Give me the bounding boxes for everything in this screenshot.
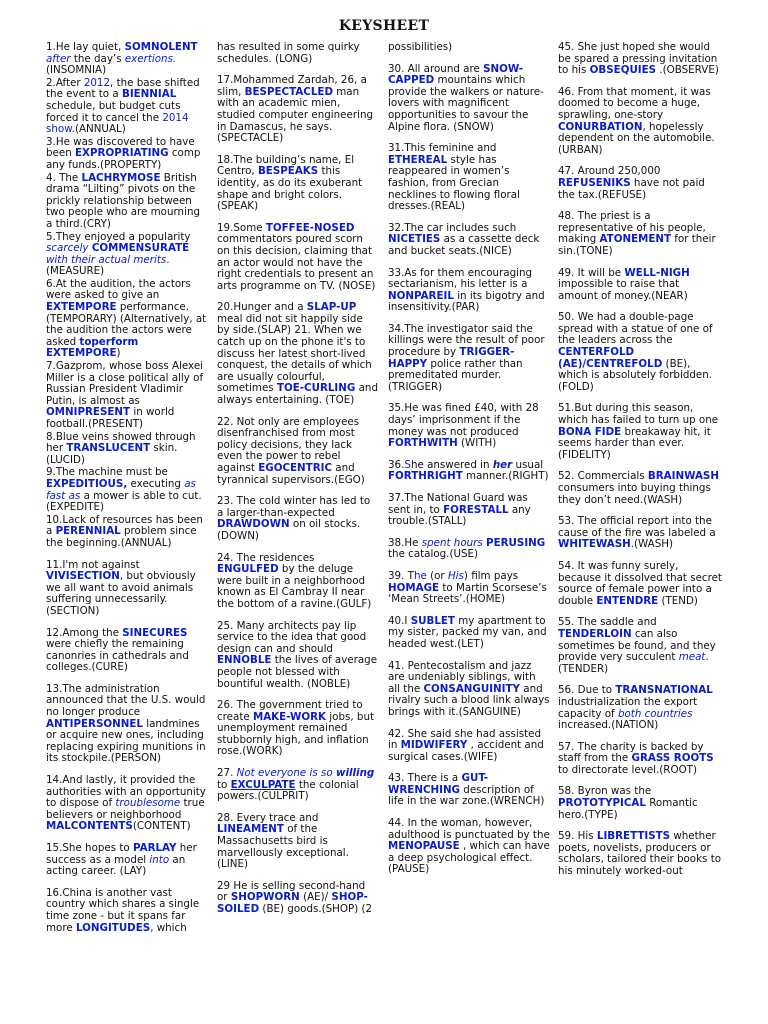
answer-keyword: BESPEAKS [257, 165, 319, 178]
keysheet-entry [558, 742, 722, 777]
entry-text: , which [150, 921, 187, 934]
entry-text: 48. The priest is a representative of his people, making [558, 210, 706, 246]
answer-keyword: SHOP-SOILED [217, 891, 368, 915]
keysheet-entry [217, 553, 378, 611]
answer-keyword: ENNOBLE [217, 654, 272, 667]
keysheet-entry [46, 232, 207, 278]
keysheet-entry [558, 268, 722, 303]
entry-text: 2.After [46, 76, 84, 89]
entry-text: 19.Some [217, 221, 266, 234]
entry-text: to [217, 778, 231, 791]
answer-keyword: CONSANGUINITY [423, 682, 520, 695]
keysheet-entry [217, 75, 378, 145]
entry-text: a mower is able to cut.(EXPEDITE) [46, 489, 202, 514]
entry-text: schedule, but budget cuts forced it to cancel the [46, 99, 181, 124]
keysheet-entry [558, 516, 722, 551]
entry-text: 49. It will be [558, 266, 625, 279]
entry-text: increased.(NATION) [558, 719, 659, 732]
emphasis-text: both countries [617, 707, 693, 720]
entry-text: British drama “Lilting” pivots on the prickly relationship between two people who are mourning a third.(CRY) [46, 171, 201, 230]
keysheet-entry [558, 471, 722, 506]
answer-keyword: EXPROPRIATING [75, 147, 169, 160]
entry-text: 38.He [388, 536, 422, 549]
keysheet-entry [388, 42, 550, 54]
keysheet-entry [46, 888, 207, 934]
answer-keyword: EXPEDITIOUS, [46, 477, 128, 490]
answer-keyword: TOFFEE-NOSED [265, 221, 355, 234]
answer-keyword: WELL-NIGH [624, 266, 690, 279]
keysheet-entry [46, 628, 207, 674]
answer-keyword: TRIGGER-HAPPY [388, 346, 515, 370]
entry-text: 20.Hunger and a [217, 301, 307, 314]
entry-text: 3.He was discovered to have been [46, 135, 195, 160]
entry-text: .(MEASURE) [46, 253, 170, 278]
answer-keyword: PERENNIAL [55, 525, 121, 538]
keysheet-entry [217, 302, 378, 406]
entry-text: true believers or neighborhood [46, 797, 205, 821]
entry-text: and tyrannical supervisors.(EGO) [217, 462, 365, 486]
emphasis-text: with their actual merits [46, 253, 167, 266]
entry-text: 5.They enjoyed a popularity [46, 230, 191, 243]
answer-keyword: TENDERLOIN [558, 627, 632, 640]
entry-text: landmines or acquire new ones, including replacing expiring munitions in its stockpile.(PERSON) [46, 717, 206, 765]
entry-text: 1.He lay quiet, [46, 41, 125, 53]
entry-text: police rather than premeditated murder.(TRIGGER) [388, 357, 523, 393]
highlight-text: 2012 [83, 76, 111, 89]
entry-text: 36. [388, 458, 405, 471]
answer-keyword: TRANSLUCENT [66, 442, 151, 455]
keysheet-entry [558, 312, 722, 393]
answer-keyword: PROTOTYPICAL [558, 797, 646, 810]
keysheet-entry [388, 661, 550, 719]
entry-text: manner.(RIGHT) [462, 470, 549, 483]
keysheet-entry [46, 279, 207, 360]
entry-text: by the deluge were built in a neighborhood known as El Cambray II near the bottom of a ravine.(GULF) [217, 563, 372, 610]
entry-text: and rivalry such a blood link always brings with it.(SANGUINE) [388, 682, 550, 718]
entry-text: 10.Lack of resources has been a [46, 513, 203, 538]
emphasis-text: spent hours [421, 536, 483, 549]
entry-text: 37.The National Guard was sent in, to [388, 492, 528, 516]
entry-text: 13.The administration announced that the U.S. would no longer produce [46, 682, 206, 719]
entry-text: commentators poured scorn on this decision, claiming that an actor would not have the right credentials to present an arts programme on TV. (NOSE) [217, 233, 376, 292]
answer-keyword: TRANSNATIONAL [615, 684, 713, 697]
entry-text: 25. Many architects pay lip service to the idea that good design can and should [217, 619, 367, 655]
answer-keyword: ANTIPERSONNEL [46, 717, 143, 730]
entry-text: 27. [217, 767, 237, 780]
entry-text: in world football.(PRESENT) [46, 406, 175, 430]
keysheet-entry [217, 813, 378, 871]
entry-text: 45. She just hoped she would be spared a pressing invitation to his [558, 41, 718, 77]
answer-keyword: CENTERFOLD (AE)/CENTREFOLD [558, 346, 663, 370]
entry-text: her success as a model [46, 842, 197, 866]
entry-text: 16.China is another vast country which shares a single time zone - but it spans far more [46, 886, 200, 934]
entry-text: 6.At the audition, the actors were asked to give an [46, 277, 191, 302]
emphasis-text: meat [678, 651, 706, 664]
entry-text: (INSOMNIA) [46, 64, 107, 77]
entry-text: the colonial powers.(CULPRIT) [217, 778, 359, 803]
entry-text: of the Massachusetts bird is marvellously exceptional.(LINE) [217, 823, 349, 871]
entry-text: comp any funds.(PROPERTY) [46, 147, 201, 171]
column-1 [46, 42, 207, 944]
entry-text: impossible to raise that amount of money.(NEAR) [558, 278, 688, 302]
entry-text: an acting career. (LAY) [46, 853, 186, 878]
answer-keyword: NONPAREIL [388, 289, 454, 302]
entry-text: (TEND) [658, 594, 698, 607]
keysheet-entry [558, 831, 722, 877]
answer-keyword: MAKE-WORK [252, 710, 327, 723]
keysheet-entry [388, 268, 550, 314]
entry-text: 18.The building’s name, El Centro, [217, 153, 355, 178]
entry-text: .(OBSERVE) [656, 64, 719, 77]
entry-text: 52. Commercials [558, 470, 648, 483]
answer-keyword: CONURBATION [558, 120, 643, 133]
entry-text: (BE), which is absolutely forbidden.(FOLD) [558, 357, 713, 393]
answer-keyword: toperform EXTEMPORE [46, 335, 139, 360]
keysheet-entry [388, 729, 550, 764]
answer-keyword: DRAWDOWN [217, 518, 290, 531]
entry-text: my apartment to my sister, packed my van, and headed west.(LET) [388, 614, 547, 650]
entry-text: style has reappeared in women’s fashion, from Grecian necklines to flowing floral dresses.(REAL) [388, 153, 520, 213]
answer-keyword: BRAINWASH [647, 470, 719, 483]
entry-text: usual [512, 458, 544, 471]
keysheet-entry [46, 775, 207, 833]
keysheet-entry [217, 881, 378, 916]
answer-keyword: EGOCENTRIC [258, 462, 333, 474]
keysheet-entry [217, 417, 378, 487]
entry-text: 31.This feminine and [388, 142, 497, 155]
entry-text: , the base shifted the event to a [46, 76, 200, 101]
entry-text: to directorate level.(ROOT) [558, 763, 697, 776]
entry-text: 58. Byron was the [558, 785, 652, 798]
entry-text: (CONTENT) [132, 820, 191, 833]
keysheet-entry [46, 684, 207, 765]
keysheet-entry [217, 496, 378, 542]
keysheet-entry [388, 143, 550, 213]
answer-keyword: OMNIPRESENT [46, 406, 131, 419]
keysheet-entry [388, 538, 550, 561]
entry-text: 14.And lastly, it provided the authorities with an opportunity to dispose of [46, 774, 206, 810]
entry-text: 29 He is selling second-hand or [217, 879, 366, 904]
entry-text: industrialization the export capacity of [558, 695, 698, 720]
entry-text: 53. The official report into the cause of the fire was labeled a [558, 515, 716, 539]
keysheet-entry [388, 616, 550, 651]
entry-text: 50. We had a double-page spread with a statue of one of the leaders across the [558, 311, 713, 347]
entry-text: 56. Due to [558, 684, 616, 697]
answer-keyword: ATONEMENT [599, 233, 672, 246]
entry-text: , but obviously we all want to avoid animals suffering unnecessarily.(SECTION) [46, 570, 196, 617]
answer-keyword: EXCULPATE [230, 778, 296, 791]
answer-keyword: MENOPAUSE [388, 840, 460, 853]
answer-keyword: SUBLET [410, 614, 455, 627]
entry-text: the catalog.(USE) [388, 548, 479, 561]
entry-text: 57. The charity is backed by staff from the [558, 740, 704, 765]
column-3 [388, 42, 550, 886]
entry-text: 24. The residences [217, 551, 315, 564]
column-4 [558, 42, 722, 888]
entry-text: and always entertaining. (TOE) [217, 382, 378, 407]
keysheet-entry [388, 818, 550, 876]
answer-keyword: LONGITUDES [75, 921, 151, 934]
entry-text: 23. The cold winter has led to a larger-than-expected [217, 495, 371, 519]
entry-text: 43. There is a [388, 772, 462, 785]
entry-text: (WITH) [457, 437, 497, 450]
emphasis-text: into [149, 853, 170, 866]
answer-keyword: TOE-CURLING [276, 382, 356, 395]
answer-keyword: LINEAMENT [217, 823, 284, 836]
emphasis-keyword: willing [335, 767, 375, 780]
keysheet-entry [558, 685, 722, 731]
entry-text: problem since the beginning.(ANNUAL) [46, 525, 197, 549]
answer-keyword: PARLAY [133, 842, 177, 854]
keysheet-entry [46, 173, 207, 231]
answer-keyword: SHOPWORN [230, 891, 300, 904]
keysheet-entry [558, 617, 722, 675]
entry-text: 9.The machine must be [46, 466, 168, 479]
answer-keyword: HOMAGE [388, 581, 440, 594]
entry-text: 30. All around are [388, 62, 484, 75]
entry-text: (or [426, 569, 448, 582]
entry-text: 44. In the woman, however, adulthood is punctuated by the [388, 817, 550, 841]
entry-text: to Martin Scorsese’s ‘Mean Streets’.(HOME) [388, 581, 547, 606]
keysheet-entry [46, 843, 207, 878]
entry-text: 42. She said she had assisted in [388, 727, 541, 752]
answer-keyword: VIVISECTION [46, 570, 120, 583]
entry-text: 26. The government tried to create [217, 699, 363, 723]
answer-keyword: SINECURES [122, 626, 188, 639]
page-title: KEYSHEET [338, 18, 430, 34]
answer-keyword: ENTENDRE [596, 594, 659, 607]
keysheet-entry [46, 78, 207, 136]
entry-text: 17.Mohammed Zardah, 26, a slim, [217, 74, 367, 98]
keysheet-entry [217, 768, 378, 803]
keysheet-entry [388, 460, 550, 483]
answer-keyword: OBSEQUIES [589, 64, 657, 77]
entry-text: , which can have a deep psychological effect.(PAUSE) [388, 840, 550, 876]
answer-keyword: MIDWIFERY [400, 739, 468, 752]
entry-text: whether poets, novelists, producers or scholars, tailored their books to his minutely worked-out [558, 830, 722, 878]
entry-text: the lives of average people not blessed with bountiful wealth. (NOBLE) [217, 654, 378, 690]
emphasis-text: scarcely [46, 242, 89, 255]
answer-keyword: COMMENSURATE [91, 242, 190, 255]
keysheet-entry [558, 87, 722, 157]
answer-keyword: GUT-WRENCHING [388, 772, 489, 796]
keysheet-entry [388, 571, 550, 606]
answer-keyword: FORTHRIGHT [388, 470, 463, 483]
entry-text: 39. T [388, 569, 414, 582]
answer-keyword: BIENNIAL [121, 88, 177, 101]
keysheet-entry [388, 324, 550, 394]
keysheet-entry [388, 493, 550, 528]
entry-text: 34.The investigator said the killings were the result of poor procedure by [388, 322, 545, 359]
keysheet-entry [46, 515, 207, 550]
entry-text: he answered in [410, 458, 493, 471]
keysheet-entry [558, 42, 722, 77]
answer-keyword: PERUSING [486, 536, 546, 549]
entry-text: skin.(LUCID) [46, 442, 178, 466]
highlight-text: S [404, 458, 411, 471]
entry-text: 59. His [558, 830, 597, 843]
column-2 [217, 42, 378, 926]
entry-text: 54. It was funny surely, because it dissolved that secret source of female power into a double [558, 559, 722, 607]
entry-text: breakaway hit, it seems harder than ever.(FIDELITY) [558, 425, 711, 461]
entry-text: 51.But during this season, which has failed to turn up one [558, 402, 719, 427]
answer-keyword: ETHEREAL [388, 153, 448, 166]
answer-keyword: ENGULFED [217, 563, 279, 576]
keysheet-entry [217, 223, 378, 293]
entry-text: possibilities) [388, 41, 453, 53]
entry-text: 47. Around 250,000 [558, 165, 661, 178]
answer-keyword: LIBRETTISTS [596, 830, 671, 843]
entry-text: 55. The saddle and [558, 616, 657, 629]
keysheet-entry [388, 403, 550, 449]
answer-keyword: MALCONTENTS [46, 820, 133, 833]
entry-text: 35.He was fined £40, with 28 days’ imprisonment if the money was not produced [388, 402, 539, 438]
keysheet-entry [46, 432, 207, 467]
entry-text: the day’s [70, 52, 125, 65]
entry-text: jobs, but unemployment remained stubbornly high, and inflation rose.(WORK) [217, 710, 375, 758]
answer-keyword: SNOW-CAPPED [388, 62, 524, 87]
entry-text: 32.The car includes such [388, 221, 517, 234]
keysheet-entry [46, 42, 207, 77]
answer-keyword: WHITEWASH [558, 538, 631, 551]
entry-text: consumers into buying things they don’t need.(WASH) [558, 482, 711, 506]
highlight-text: 2014 show [46, 111, 189, 136]
answer-keyword: LACHRYMOSE [81, 171, 161, 184]
keysheet-entry [388, 773, 550, 808]
keysheet-entry [46, 467, 207, 513]
emphasis-keyword: her [492, 458, 513, 471]
entry-text: , hopelessly dependent on the automobile.(URBAN) [558, 120, 715, 156]
entry-text: .(TENDER) [558, 651, 709, 675]
answer-keyword: BONA FIDE [558, 425, 622, 438]
entry-text: .(WASH) [630, 538, 674, 551]
entry-text: performance.(TEMPORARY) (Alternatively, at the audition the actors were asked [46, 301, 207, 348]
emphasis-text: as fast as [46, 477, 196, 502]
answer-keyword: GRASS ROOTS [631, 752, 714, 765]
keysheet-entry [388, 64, 550, 134]
entry-text: mountains which provide the walkers or nature-lovers with magnificent opportunities to savour the Alpine flora. (SNOW) [388, 74, 544, 133]
answer-keyword: REFUSENIKS [558, 176, 631, 189]
answer-keyword: SLAP-UP [306, 301, 357, 314]
entry-text: 7.Gazprom, whose boss Alexei Miller is a close political ally of Russian President Vladimir Putin, is almost as [46, 360, 204, 407]
emphasis-text: His [447, 569, 464, 582]
keysheet-entry [388, 223, 550, 258]
entry-text: 4. The [46, 171, 82, 184]
entry-text: executing [127, 477, 185, 490]
entry-text: 40.I [388, 614, 411, 627]
keysheet-entry [558, 166, 722, 201]
entry-text: have not paid the tax.(REFUSE) [558, 176, 705, 201]
keysheet-entry [558, 403, 722, 461]
answer-keyword: SOMNOLENT [124, 41, 198, 53]
entry-text: 41. Pentecostalism and jazz are undeniably siblings, with all the [388, 659, 536, 695]
keysheet-entry [46, 137, 207, 172]
answer-keyword: EXTEMPORE [46, 301, 117, 314]
entry-text: description of life in the war zone.(WRENCH) [388, 783, 545, 808]
keysheet-entry [558, 211, 722, 257]
entry-text: , accident and surgical cases.(WIFE) [388, 739, 544, 763]
emphasis-text: Not everyone is so [236, 767, 336, 780]
highlight-text: he [413, 569, 427, 582]
entry-text: Romantic hero.(TYPE) [558, 797, 698, 821]
answer-keyword: NICETIES [388, 233, 441, 246]
keysheet-entry [217, 700, 378, 758]
entry-text: 8.Blue veins showed through her [46, 430, 196, 455]
keysheet-entry [558, 561, 722, 607]
keysheet-entry [558, 786, 722, 821]
entry-text: 15.She hopes to [46, 842, 133, 854]
entry-text: ) [116, 347, 121, 360]
entry-text: can also sometimes be found, and they provide very succulent [558, 627, 716, 664]
keysheet-entry [46, 361, 207, 431]
entry-text: 12.Among the [46, 626, 123, 639]
entry-text: 33.As for them encouraging sectarianism, his letter is a [388, 266, 533, 291]
entry-text: any trouble.(STALL) [388, 503, 531, 528]
keysheet-entry [217, 621, 378, 691]
entry-text: were chiefly the remaining canonries in cathedrals and colleges.(CURE) [46, 638, 189, 674]
entry-text: (BE) goods.(SHOP) (2 [259, 903, 373, 915]
entry-text: as a cassette deck and bucket seats.(NICE) [388, 233, 540, 257]
entry-text: this identity, as do its exuberant shape and bright colors.(SPEAK) [217, 165, 363, 213]
answer-keyword: FORTHWITH [388, 437, 458, 450]
entry-text: meal did not sit happily side by side.(SLAP) 21. When we catch up on the phone it's to discuss her latest short-lived conquest, the details of which are usually colourful, sometimes [217, 312, 372, 395]
entry-text: on oil stocks.(DOWN) [217, 518, 361, 542]
entry-text: has resulted in some quirky schedules. (LONG) [217, 41, 360, 65]
keysheet-entry [46, 560, 207, 618]
emphasis-text: troublesome [115, 797, 181, 810]
emphasis-text: after [46, 52, 71, 65]
entry-text: ) film pays [463, 569, 519, 582]
answer-keyword: BESPECTACLED [244, 85, 333, 98]
entry-text: 11.I'm not against [46, 558, 140, 571]
entry-text: in its bigotry and insensitivity.(PAR) [388, 289, 545, 314]
answer-keyword: FORESTALL [443, 503, 509, 516]
entry-text: 22. Not only are employees disenfranchised from most policy decisions, they lack even the power to rebel against [217, 415, 360, 474]
keysheet-entry [217, 155, 378, 213]
entry-text: (AE)/ [299, 891, 332, 904]
keysheet-entry [217, 42, 378, 65]
entry-text: man with an academic mien, studied computer engineering in Damascus, he says.(SPECTACLE) [217, 85, 374, 145]
emphasis-text: exertions. [124, 52, 177, 65]
entry-text: 28. Every trace and [217, 811, 319, 824]
entry-text: for their sin.(TONE) [558, 233, 716, 257]
entry-text: .(ANNUAL) [71, 123, 126, 136]
entry-text: 46. From that moment, it was doomed to become a huge, sprawling, one-story [558, 85, 711, 121]
